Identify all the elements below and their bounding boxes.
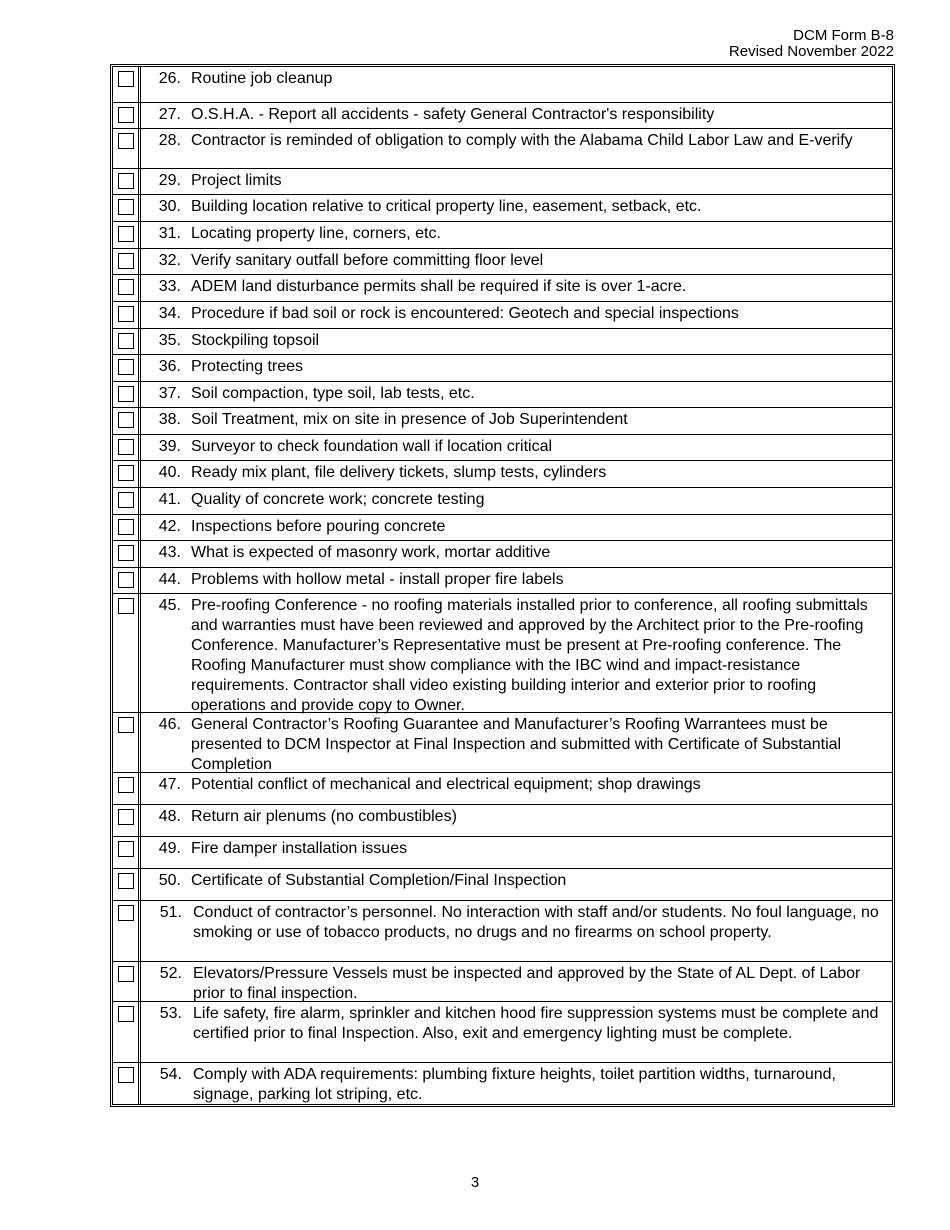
checklist-row <box>113 540 892 567</box>
item-checkbox[interactable] <box>118 226 134 242</box>
item-checkbox[interactable] <box>118 873 134 889</box>
checklist-row <box>113 248 892 274</box>
item-number: 50. <box>158 872 181 889</box>
checklist-row <box>113 487 892 514</box>
item-text-cell <box>141 488 892 514</box>
item-number: 40. <box>158 464 181 481</box>
item-number: 32. <box>158 252 181 269</box>
item-number: 29. <box>158 172 181 189</box>
item-text-cell <box>141 302 892 328</box>
item-description: Fire damper installation issues <box>191 840 408 857</box>
item-text-cell <box>141 408 892 434</box>
item-checkbox[interactable] <box>118 545 134 561</box>
item-number: 41. <box>158 491 181 508</box>
item-number: 34. <box>158 305 181 322</box>
item-text-cell <box>141 568 892 593</box>
item-description: Certificate of Substantial Completion/Final Inspection <box>191 872 567 889</box>
checklist-row <box>113 128 892 168</box>
checklist-row <box>113 772 892 804</box>
checklist-table <box>110 64 895 1107</box>
item-checkbox[interactable] <box>118 173 134 189</box>
item-number: 49. <box>158 840 181 857</box>
item-text-cell <box>141 1063 892 1104</box>
page-number: 3 <box>470 1174 480 1191</box>
item-text-cell <box>141 962 892 1001</box>
item-checkbox[interactable] <box>118 1006 134 1022</box>
checklist-row <box>113 593 892 712</box>
item-text-cell <box>141 103 892 128</box>
item-text-cell <box>141 837 892 868</box>
item-number: 26. <box>158 70 181 87</box>
item-description: Ready mix plant, file delivery tickets, slump tests, cylinders <box>191 464 607 481</box>
item-description: Surveyor to check foundation wall if location critical <box>191 438 553 455</box>
item-checkbox[interactable] <box>118 279 134 295</box>
checkbox-cell <box>113 568 141 593</box>
checklist-row <box>113 567 892 593</box>
item-number: 42. <box>158 518 181 535</box>
item-description: What is expected of masonry work, mortar additive <box>191 544 551 561</box>
checkbox-cell <box>113 541 141 567</box>
item-checkbox[interactable] <box>118 133 134 149</box>
item-number: 45. <box>158 597 181 614</box>
item-checkbox[interactable] <box>118 905 134 921</box>
item-text-cell <box>141 594 892 712</box>
item-description: Routine job cleanup <box>191 70 333 87</box>
item-text-cell <box>141 901 892 961</box>
checklist-row <box>113 460 892 487</box>
item-checkbox[interactable] <box>118 412 134 428</box>
item-checkbox[interactable] <box>118 809 134 825</box>
checklist-row <box>113 102 892 128</box>
checkbox-cell <box>113 67 141 102</box>
checkbox-cell <box>113 594 141 712</box>
item-number: 36. <box>158 358 181 375</box>
item-number: 48. <box>158 808 181 825</box>
item-description: Quality of concrete work; concrete testing <box>191 491 485 508</box>
item-number: 37. <box>158 385 181 402</box>
checkbox-cell <box>113 461 141 487</box>
item-checkbox[interactable] <box>118 439 134 455</box>
item-checkbox[interactable] <box>118 306 134 322</box>
item-checkbox[interactable] <box>118 333 134 349</box>
form-header <box>729 28 894 60</box>
checkbox-cell <box>113 275 141 301</box>
checkbox-cell <box>113 488 141 514</box>
item-number: 28. <box>158 132 181 149</box>
item-checkbox[interactable] <box>118 359 134 375</box>
item-description: Contractor is reminded of obligation to comply with the Alabama Child Labor Law and E-verify <box>191 132 853 149</box>
item-text-cell <box>141 435 892 460</box>
checkbox-cell <box>113 901 141 961</box>
checkbox-cell <box>113 302 141 328</box>
item-checkbox[interactable] <box>118 386 134 402</box>
item-number: 30. <box>158 198 181 215</box>
item-description: Comply with ADA requirements: plumbing fixture heights, toilet partition widths, turnaround, signage, parking lot striping, etc. <box>193 1066 836 1103</box>
item-description: Locating property line, corners, etc. <box>191 225 441 242</box>
item-checkbox[interactable] <box>118 598 134 614</box>
checklist-row <box>113 434 892 460</box>
item-description: Pre-roofing Conference - no roofing materials installed prior to conference, all roofing submittals and warranties must have been reviewed and approved by the Architect prior to the Pre-roofing Conference. Manufacturer’s Representative must be present at Pre-roofing conference. The Roofing Manufacturer must show compliance with the IBC wind and impact-resistance requirements. Contractor shall video existing building interior and exterior prior to roofing operations and provide copy to Owner. <box>191 597 868 714</box>
checklist-row <box>113 804 892 836</box>
item-text-cell <box>141 275 892 301</box>
item-number: 38. <box>158 411 181 428</box>
item-number: 52. <box>159 965 182 982</box>
checkbox-cell <box>113 805 141 836</box>
item-text-cell <box>141 195 892 221</box>
item-description: Stockpiling topsoil <box>191 332 320 349</box>
checklist-row <box>113 514 892 540</box>
checklist-row <box>113 381 892 407</box>
item-text-cell <box>141 713 892 772</box>
item-description: ADEM land disturbance permits shall be required if site is over 1-acre. <box>191 278 687 295</box>
item-number: 43. <box>158 544 181 561</box>
item-number: 53. <box>159 1005 182 1022</box>
item-text-cell <box>141 773 892 804</box>
item-text-cell <box>141 67 892 102</box>
checklist-row <box>113 1001 892 1062</box>
checklist-row <box>113 961 892 1001</box>
item-checkbox[interactable] <box>118 71 134 87</box>
form-revision: Revised November 2022 <box>728 43 894 60</box>
item-description: Protecting trees <box>191 358 304 375</box>
item-checkbox[interactable] <box>118 465 134 481</box>
item-number: 54. <box>159 1066 182 1083</box>
checkbox-cell <box>113 355 141 381</box>
item-checkbox[interactable] <box>118 492 134 508</box>
item-text-cell <box>141 249 892 274</box>
item-number: 35. <box>158 332 181 349</box>
checkbox-cell <box>113 329 141 354</box>
item-description: Problems with hollow metal - install proper fire labels <box>191 571 564 588</box>
checklist-row <box>113 194 892 221</box>
item-checkbox[interactable] <box>118 253 134 269</box>
checkbox-cell <box>113 962 141 1001</box>
checklist-row <box>113 221 892 248</box>
item-text-cell <box>141 329 892 354</box>
checklist-row <box>113 407 892 434</box>
checkbox-cell <box>113 515 141 540</box>
item-number: 47. <box>158 776 181 793</box>
item-description: Soil compaction, type soil, lab tests, etc. <box>191 385 475 402</box>
checklist-row <box>113 274 892 301</box>
item-text-cell <box>141 869 892 900</box>
checkbox-cell <box>113 169 141 194</box>
checkbox-cell <box>113 869 141 900</box>
item-description: Potential conflict of mechanical and electrical equipment; shop drawings <box>191 776 701 793</box>
item-description: Soil Treatment, mix on site in presence of Job Superintendent <box>191 411 628 428</box>
checkbox-cell <box>113 129 141 168</box>
item-text-cell <box>141 355 892 381</box>
item-checkbox[interactable] <box>118 572 134 588</box>
checklist-row <box>113 168 892 194</box>
checklist-row <box>113 712 892 772</box>
item-text-cell <box>141 541 892 567</box>
item-number: 33. <box>158 278 181 295</box>
item-description: Life safety, fire alarm, sprinkler and kitchen hood fire suppression systems must be complete and certified prior to final Inspection. Also, exit and emergency lighting must be complete. <box>193 1005 879 1042</box>
form-id: DCM Form B-8 <box>793 27 894 44</box>
checklist-row <box>113 301 892 328</box>
item-description: Procedure if bad soil or rock is encountered: Geotech and special inspections <box>191 305 739 322</box>
item-description: Elevators/Pressure Vessels must be inspected and approved by the State of AL Dept. of Labor prior to final inspection. <box>193 965 861 1002</box>
checkbox-cell <box>113 773 141 804</box>
item-number: 31. <box>158 225 181 242</box>
item-text-cell <box>141 515 892 540</box>
item-description: O.S.H.A. - Report all accidents - safety General Contractor's responsibility <box>191 106 715 123</box>
item-text-cell <box>141 1002 892 1062</box>
item-checkbox[interactable] <box>118 841 134 857</box>
checkbox-cell <box>113 195 141 221</box>
item-number: 39. <box>158 438 181 455</box>
item-checkbox[interactable] <box>118 777 134 793</box>
item-checkbox[interactable] <box>118 1067 134 1083</box>
item-number: 27. <box>158 106 181 123</box>
item-text-cell <box>141 222 892 248</box>
checkbox-cell <box>113 222 141 248</box>
checkbox-cell <box>113 249 141 274</box>
item-description: Project limits <box>191 172 282 189</box>
item-number: 46. <box>158 716 181 733</box>
checklist-row <box>113 67 892 102</box>
item-text-cell <box>141 129 892 168</box>
checkbox-cell <box>113 382 141 407</box>
checklist-row <box>113 328 892 354</box>
checklist-row <box>113 868 892 900</box>
item-text-cell <box>141 169 892 194</box>
item-text-cell <box>141 805 892 836</box>
item-text-cell <box>141 461 892 487</box>
item-description: Inspections before pouring concrete <box>191 518 446 535</box>
item-text-cell <box>141 382 892 407</box>
item-number: 44. <box>158 571 181 588</box>
checkbox-cell <box>113 435 141 460</box>
checkbox-cell <box>113 103 141 128</box>
checklist-row <box>113 836 892 868</box>
item-checkbox[interactable] <box>118 107 134 123</box>
item-number: 51. <box>159 904 182 921</box>
checkbox-cell <box>113 1063 141 1104</box>
checklist-row <box>113 900 892 961</box>
item-description: Return air plenums (no combustibles) <box>191 808 457 825</box>
checkbox-cell <box>113 408 141 434</box>
checklist-row <box>113 1062 892 1104</box>
checklist-row <box>113 354 892 381</box>
item-description: Building location relative to critical property line, easement, setback, etc. <box>191 198 702 215</box>
item-description: Verify sanitary outfall before committing floor level <box>191 252 544 269</box>
item-checkbox[interactable] <box>118 519 134 535</box>
item-checkbox[interactable] <box>118 199 134 215</box>
checkbox-cell <box>113 713 141 772</box>
item-description: General Contractor’s Roofing Guarantee and Manufacturer’s Roofing Warrantees must be presented to DCM Inspector at Final Inspection and submitted with Certificate of Substantial Completion <box>191 716 842 773</box>
checkbox-cell <box>113 837 141 868</box>
item-description: Conduct of contractor’s personnel. No interaction with staff and/or students. No foul language, no smoking or use of tobacco products, no drugs and no firearms on school property. <box>193 904 879 941</box>
checkbox-cell <box>113 1002 141 1062</box>
item-checkbox[interactable] <box>118 717 134 733</box>
item-checkbox[interactable] <box>118 966 134 982</box>
